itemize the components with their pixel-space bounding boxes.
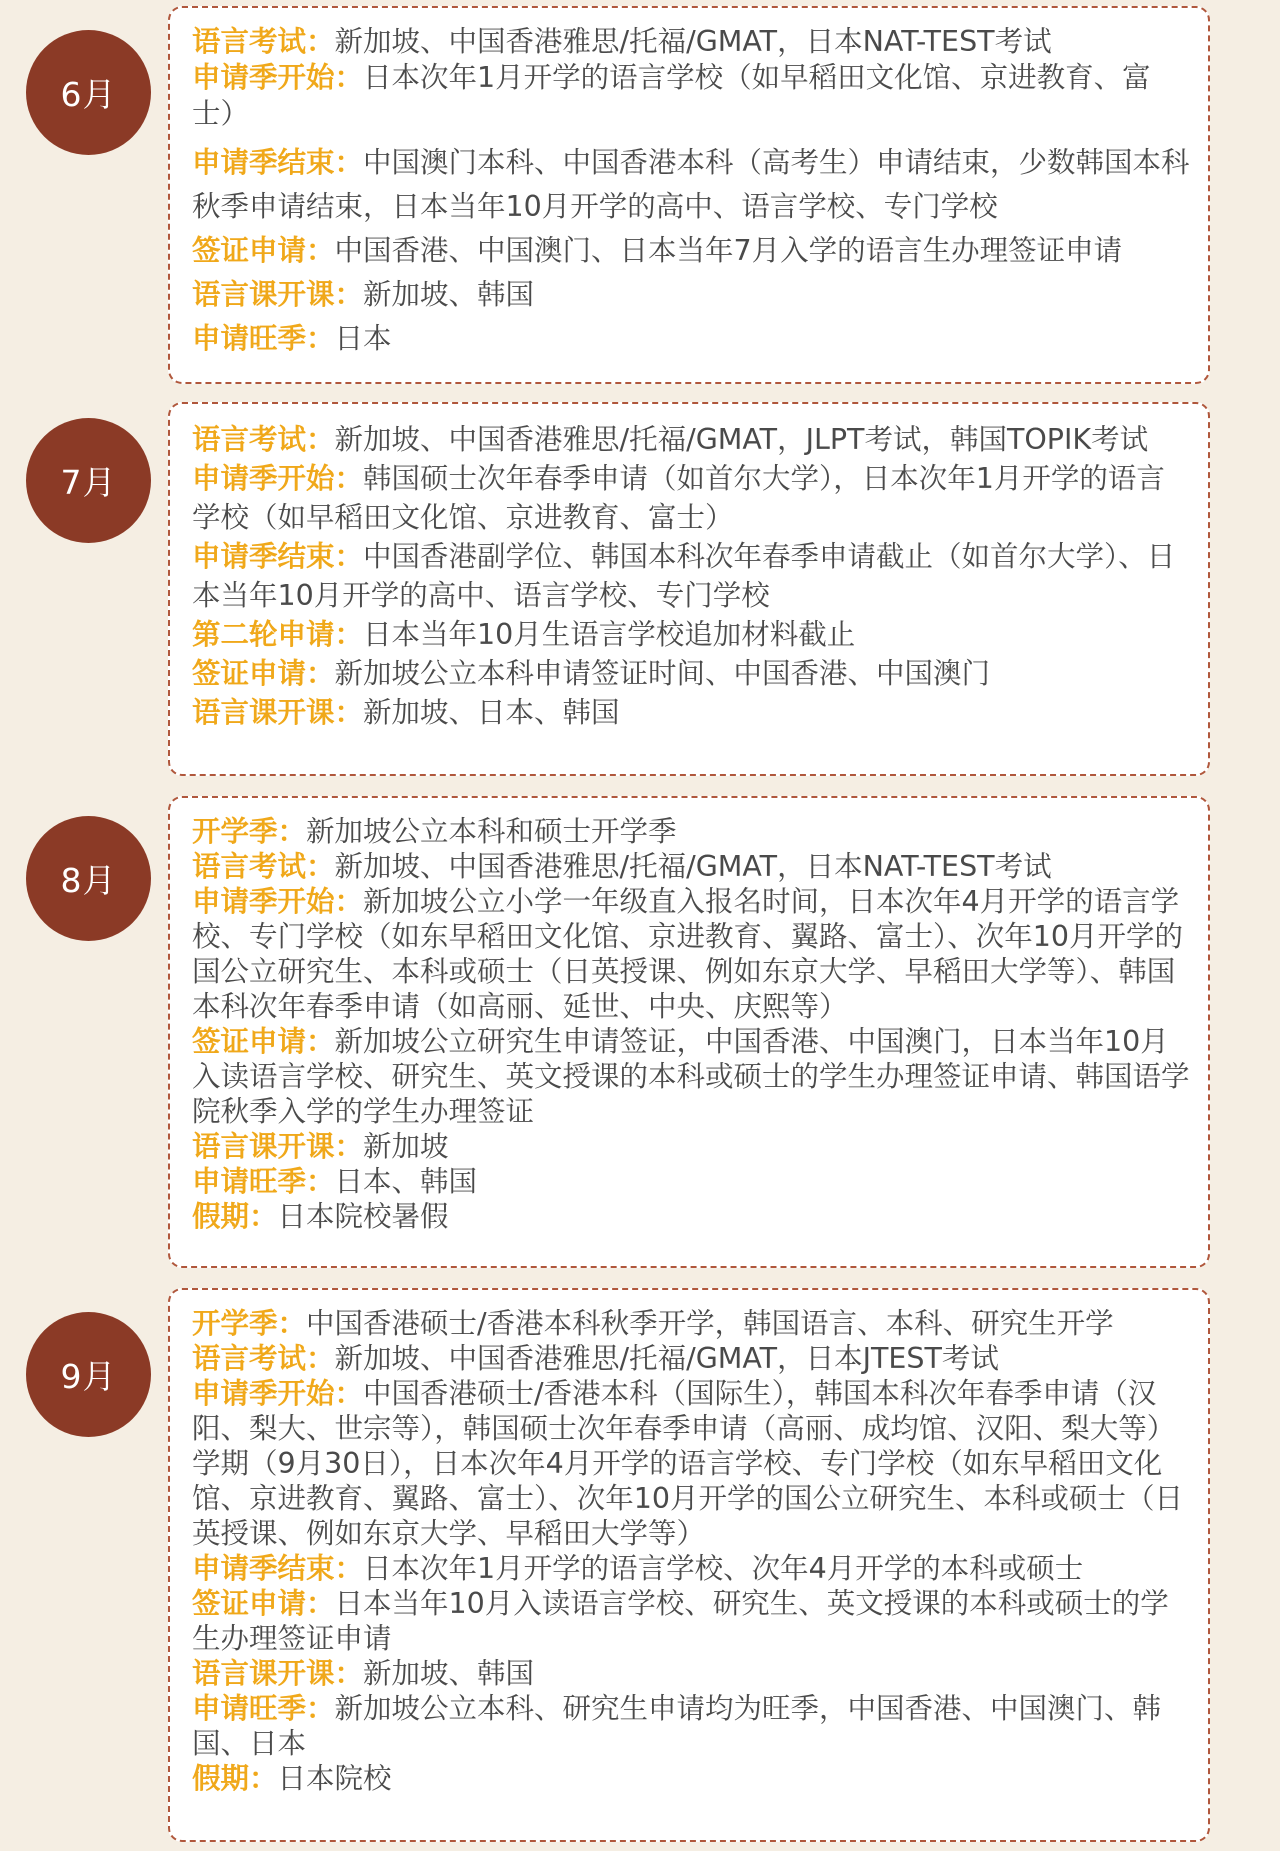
item-text: 韩国硕士次年春季申请（如首尔大学），日本次年1月开学的语言学校（如早稻田文化馆、京进教育、富士） bbox=[192, 462, 1165, 534]
item-row bbox=[192, 1164, 1190, 1199]
item-text: 新加坡公立本科、研究生申请均为旺季，中国香港、中国澳门、韩国、日本 bbox=[192, 1692, 1162, 1760]
item-text: 新加坡、中国香港雅思/托福/GMAT，日本NAT-TEST考试 bbox=[334, 850, 1052, 883]
item-label: 申请季开始： bbox=[192, 1377, 364, 1410]
item-row bbox=[192, 814, 1190, 849]
month-badge: 6月 bbox=[26, 30, 151, 155]
item-text: 新加坡公立研究生申请签证，中国香港、中国澳门，日本当年10月入读语言学校、研究生、英文授课的本科或硕士的学生办理签证申请、韩国语学院秋季入学的学生办理签证 bbox=[192, 1025, 1190, 1128]
item-text: 日本次年1月开学的语言学校（如早稻田文化馆、京进教育、富士） bbox=[192, 61, 1151, 130]
item-text: 新加坡公立小学一年级直入报名时间，日本次年4月开学的语言学校、专门学校（如东早稻田文化馆、京进教育、翼路、富士）、次年10月开学的国公立研究生、本科或硕士（日英授课、例如东京大学、早稻田大学等）、韩国本科次年春季申请（如高丽、延世、中央、庆熙等） bbox=[192, 885, 1184, 1023]
item-row bbox=[192, 884, 1190, 1024]
item-label: 申请季结束： bbox=[192, 540, 364, 573]
item-text: 日本当年10月生语言学校追加材料截止 bbox=[363, 618, 856, 651]
item-row bbox=[192, 1306, 1190, 1341]
item-label: 申请旺季： bbox=[192, 322, 335, 355]
item-row bbox=[192, 537, 1190, 615]
item-text: 新加坡、韩国 bbox=[363, 1657, 535, 1690]
item-label: 假期： bbox=[192, 1200, 278, 1233]
item-row bbox=[192, 849, 1190, 884]
item-label: 申请旺季： bbox=[192, 1165, 335, 1198]
month-badge: 8月 bbox=[26, 816, 151, 941]
item-label: 开学季： bbox=[192, 815, 307, 848]
month-badge: 9月 bbox=[26, 1312, 151, 1437]
item-row bbox=[192, 1129, 1190, 1164]
item-label: 签证申请： bbox=[192, 234, 335, 267]
item-row bbox=[192, 1586, 1190, 1656]
item-text: 中国香港、中国澳门、日本当年7月入学的语言生办理签证申请 bbox=[334, 234, 1123, 267]
item-row bbox=[192, 1761, 1190, 1796]
month-card bbox=[168, 796, 1210, 1268]
item-label: 语言考试： bbox=[192, 25, 335, 58]
item-text: 日本院校 bbox=[277, 1762, 392, 1795]
item-text: 新加坡、中国香港雅思/托福/GMAT，日本JTEST考试 bbox=[334, 1342, 999, 1375]
item-text: 中国香港硕士/香港本科秋季开学，韩国语言、本科、研究生开学 bbox=[306, 1307, 1114, 1340]
item-row bbox=[192, 229, 1190, 273]
item-text: 中国香港副学位、韩国本科次年春季申请截止（如首尔大学）、日本当年10月开学的高中、语言学校、专门学校 bbox=[192, 540, 1176, 612]
item-row bbox=[192, 459, 1190, 537]
item-label: 签证申请： bbox=[192, 1587, 335, 1620]
item-row bbox=[192, 615, 1190, 654]
item-text: 新加坡、中国香港雅思/托福/GMAT，JLPT考试，韩国TOPIK考试 bbox=[334, 423, 1149, 456]
item-text: 新加坡、韩国 bbox=[363, 278, 535, 311]
item-text: 日本 bbox=[334, 322, 392, 355]
item-row bbox=[192, 141, 1190, 229]
item-label: 申请季开始： bbox=[192, 462, 364, 495]
item-text: 日本当年10月入读语言学校、研究生、英文授课的本科或硕士的学生办理签证申请 bbox=[192, 1587, 1169, 1655]
item-label: 语言课开课： bbox=[192, 278, 364, 311]
item-label: 签证申请： bbox=[192, 1025, 335, 1058]
item-label: 语言课开课： bbox=[192, 1657, 364, 1690]
item-row bbox=[192, 1341, 1190, 1376]
item-row bbox=[192, 1691, 1190, 1761]
item-text: 日本、韩国 bbox=[334, 1165, 478, 1198]
item-label: 语言考试： bbox=[192, 850, 335, 883]
item-label: 申请季开始： bbox=[192, 61, 364, 94]
item-row bbox=[192, 273, 1190, 317]
item-row bbox=[192, 1656, 1190, 1691]
item-label: 假期： bbox=[192, 1762, 278, 1795]
item-label: 申请季结束： bbox=[192, 146, 364, 179]
item-label: 语言考试： bbox=[192, 1342, 335, 1375]
item-label: 第二轮申请： bbox=[192, 618, 364, 651]
item-text: 新加坡 bbox=[363, 1130, 449, 1163]
month-card bbox=[168, 6, 1210, 384]
item-text: 中国澳门本科、中国香港本科（高考生）申请结束，少数韩国本科秋季申请结束，日本当年10月开学的高中、语言学校、专门学校 bbox=[192, 146, 1190, 223]
month-card bbox=[168, 402, 1210, 776]
item-label: 语言课开课： bbox=[192, 696, 364, 729]
item-text: 新加坡公立本科和硕士开学季 bbox=[306, 815, 677, 848]
item-row bbox=[192, 1551, 1190, 1586]
item-label: 签证申请： bbox=[192, 657, 335, 690]
item-label: 申请季结束： bbox=[192, 1552, 364, 1585]
item-row bbox=[192, 693, 1190, 732]
month-badge: 7月 bbox=[26, 418, 151, 543]
item-label: 申请季开始： bbox=[192, 885, 364, 918]
item-row bbox=[192, 420, 1190, 459]
item-label: 申请旺季： bbox=[192, 1692, 335, 1725]
item-text: 日本院校暑假 bbox=[277, 1200, 449, 1233]
item-label: 语言课开课： bbox=[192, 1130, 364, 1163]
month-card bbox=[168, 1288, 1210, 1842]
item-label: 语言考试： bbox=[192, 423, 335, 456]
item-row bbox=[192, 60, 1190, 132]
item-row bbox=[192, 1199, 1190, 1234]
item-row bbox=[192, 1376, 1190, 1551]
item-row bbox=[192, 24, 1190, 60]
item-label: 开学季： bbox=[192, 1307, 307, 1340]
item-row bbox=[192, 654, 1190, 693]
item-row bbox=[192, 1024, 1190, 1129]
item-text: 日本次年1月开学的语言学校、次年4月开学的本科或硕士 bbox=[363, 1552, 1084, 1585]
item-text: 中国香港硕士/香港本科（国际生），韩国本科次年春季申请（汉阳、梨大、世宗等），韩国硕士次年春季申请（高丽、成均馆、汉阳、梨大等）学期（9月30日），日本次年4月开学的语言学校、专门学校（如东早稻田文化馆、京进教育、翼路、富士）、次年10月开学的国公立研究生、本科或硕士（日英授课、例如东京大学、早稻田大学等） bbox=[192, 1377, 1184, 1550]
item-text: 新加坡、日本、韩国 bbox=[363, 696, 620, 729]
item-text: 新加坡公立本科申请签证时间、中国香港、中国澳门 bbox=[334, 657, 991, 690]
item-row bbox=[192, 317, 1190, 361]
item-text: 新加坡、中国香港雅思/托福/GMAT，日本NAT-TEST考试 bbox=[334, 25, 1052, 58]
